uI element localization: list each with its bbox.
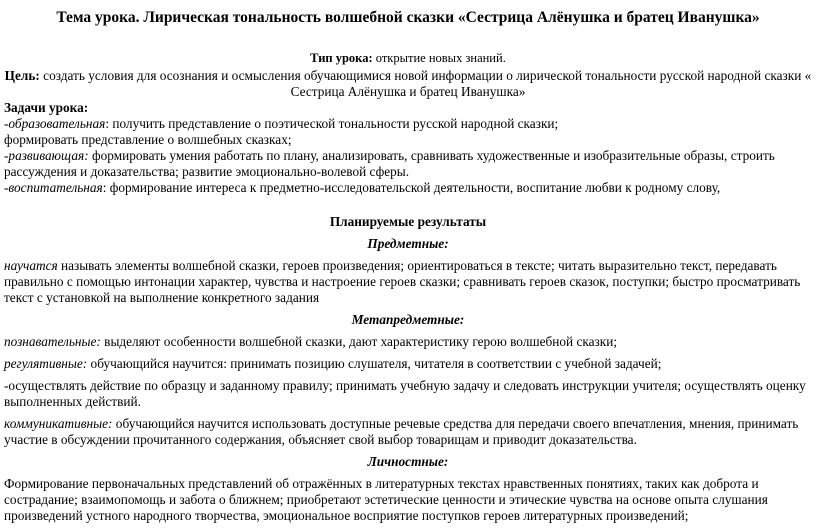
meta-label: коммуникативные: bbox=[4, 416, 113, 431]
goal-label: Цель: bbox=[4, 68, 40, 83]
meta-text: обучающийся научится: принимать позицию слушателя, читателя в соответствии с учебной задачей; bbox=[87, 356, 662, 371]
task-item bbox=[4, 148, 812, 180]
document-page bbox=[0, 9, 816, 524]
personal-results-text: Формирование первоначальных представлений об отражённых в литературных текстах нравственных понятиях, таких как доброта и сострадание; взаимопомощь и забота о ближнем; приобретают эстетические ценности и этические чувства на основе опыта слушания произведений устного народного творчества, эмоциональное восприятие поступков героев литературных произведений; bbox=[4, 476, 768, 523]
subject-text: называть элементы волшебной сказки, героев произведения; ориентироваться в тексте; читать выразительно текст, передавать правильно с помощью интонации характер, чувства и настроение героев сказки; сравнивать героев сказок, поступки; быстро просматривать текст с установкой на выполнение конкретного задания bbox=[4, 258, 801, 305]
task-item bbox=[4, 180, 812, 196]
lesson-type bbox=[4, 51, 812, 66]
tasks-heading: Задачи урока: bbox=[4, 100, 89, 115]
meta-text: выделяют особенности волшебной сказки, дают характеристику герою волшебной сказки; bbox=[100, 334, 618, 349]
task-item bbox=[4, 132, 812, 148]
meta-text: -осуществлять действие по образцу и заданному правилу; принимать учебную задачу и следовать инструкции учителя; осуществлять оценку выполненных действий. bbox=[4, 378, 806, 409]
meta-item bbox=[4, 356, 812, 372]
task-item bbox=[4, 116, 812, 132]
subject-results-heading: Предметные: bbox=[367, 236, 449, 251]
task-text: формировать умения работать по плану, анализировать, сравнивать художественные и изобразительные образы, строить рассуждения и доказательства; развитие эмоционально-волевой сферы. bbox=[4, 148, 775, 179]
task-label: -воспитательная bbox=[4, 180, 103, 195]
meta-item bbox=[4, 416, 812, 448]
task-label: -развивающая: bbox=[4, 148, 89, 163]
lesson-goal bbox=[4, 68, 812, 100]
subject-results-text bbox=[4, 258, 812, 306]
results-heading: Планируемые результаты bbox=[329, 214, 487, 229]
meta-item bbox=[4, 334, 812, 350]
task-text: формировать представление о волшебных сказках; bbox=[4, 132, 292, 147]
meta-text: обучающийся научится использовать доступные речевые средства для передачи своего впечатления, мнения, принимать участие в обсуждении прочитанного содержания, объясняет свой выбор товарищам и приводит доказательства. bbox=[4, 416, 799, 447]
page-title: Тема урока. Лирическая тональность волшебной сказки «Сестрица Алёнушка и братец Иванушка» bbox=[56, 9, 760, 26]
task-text: : получить представление о поэтической тональности русской народной сказки; bbox=[105, 116, 559, 131]
goal-text: создать условия для осознания и осмысления обучающимися новой информации о лирической тональности русской народной сказки « Сестрица Алёнушка и братец Иванушка» bbox=[39, 68, 812, 99]
meta-label: познавательные: bbox=[4, 334, 101, 349]
meta-item bbox=[4, 378, 812, 410]
personal-results-heading: Личностные: bbox=[367, 454, 449, 469]
lesson-type-text: открытие новых знаний. bbox=[372, 51, 506, 65]
lesson-type-label: Тип урока: bbox=[310, 51, 373, 65]
task-label: -образовательная bbox=[4, 116, 106, 131]
subject-label: научатся bbox=[4, 258, 58, 273]
meta-label: регулятивные: bbox=[4, 356, 88, 371]
task-text: : формирование интереса к предметно-исследовательской деятельности, воспитание любви к родному слову, bbox=[102, 180, 721, 195]
meta-results-heading: Метапредметные: bbox=[351, 312, 465, 327]
